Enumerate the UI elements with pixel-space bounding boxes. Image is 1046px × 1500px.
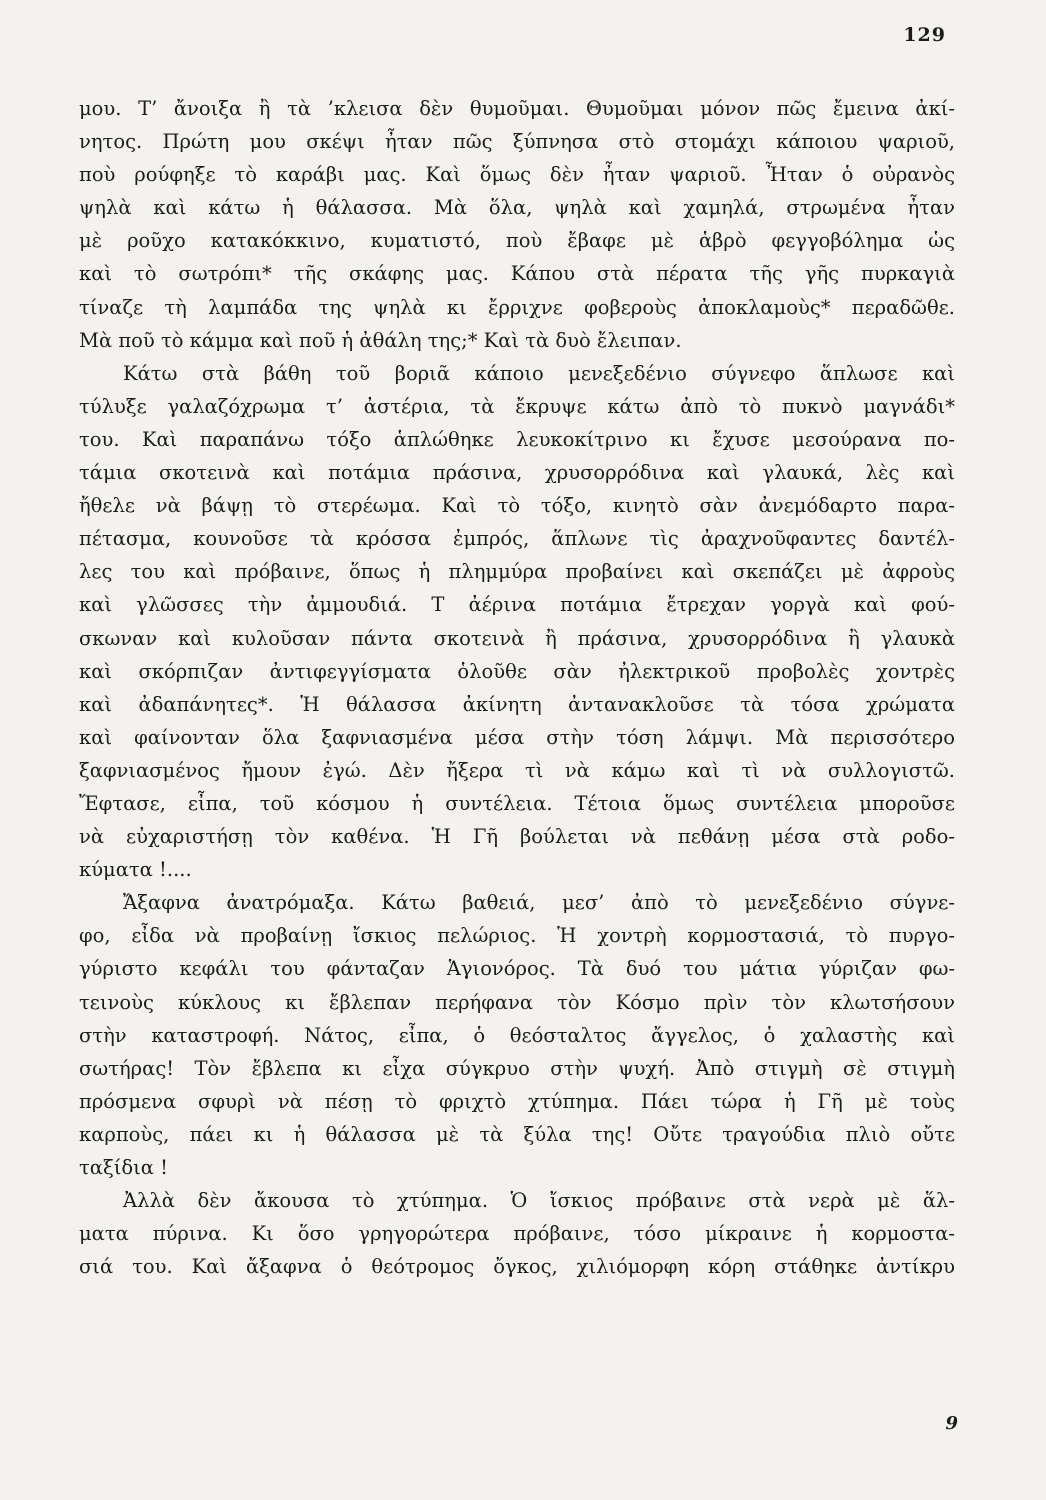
- page-number: 129: [903, 24, 946, 46]
- text-line: νὰ εὐχαριστήσῃ τὸν καθένα. Ἡ Γῆ βούλεται νὰ πεθάνῃ μέσα στὰ ροδο-: [79, 825, 955, 849]
- text-line: Ἄξαφνα ἀνατρόμαξα. Κάτω βαθειά, μεσ’ ἀπὸ τὸ μενεξεδένιο σύγνε-: [123, 891, 955, 915]
- text-line: σκωναν καὶ κυλοῦσαν πάντα σκοτεινὰ ἢ πράσινα, χρυσορρόδινα ἢ γλαυκὰ: [79, 626, 955, 650]
- text-line: ποὺ ρούφηξε τὸ καράβι μας. Καὶ ὅμως δὲν ἦταν ψαριοῦ. Ἦταν ὁ οὐρανὸς: [79, 163, 955, 187]
- text-line: Ἀλλὰ δὲν ἄκουσα τὸ χτύπημα. Ὁ ἴσκιος πρόβαινε στὰ νερὰ μὲ ἅλ-: [123, 1189, 955, 1213]
- signature-mark: 9: [945, 1413, 958, 1434]
- text-line: καὶ σκόρπιζαν ἀντιφεγγίσματα ὁλοῦθε σὰν ἠλεκτρικοῦ προβολὲς χοντρὲς: [79, 659, 955, 683]
- text-line: καὶ τὸ σωτρόπι* τῆς σκάφης μας. Κάπου στὰ πέρατα τῆς γῆς πυρκαγιὰ: [79, 262, 955, 286]
- text-line: πρόσμενα σφυρὶ νὰ πέσῃ τὸ φριχτὸ χτύπημα. Πάει τώρα ἡ Γῆ μὲ τοὺς: [79, 1089, 955, 1113]
- text-line: λες του καὶ πρόβαινε, ὅπως ἡ πλημμύρα προβαίνει καὶ σκεπάζει μὲ ἀφροὺς: [79, 560, 955, 584]
- text-line: μὲ ροῦχο κατακόκκινο, κυματιστό, ποὺ ἔβαφε μὲ ἁβρὸ φεγγοβόλημα ὡς: [79, 229, 955, 253]
- text-line: καὶ γλῶσσες τὴν ἀμμουδιά. Τ ἀέρινα ποτάμια ἔτρεχαν γοργὰ καὶ φού-: [79, 593, 955, 617]
- text-line: καὶ ἀδαπάνητες*. Ἡ θάλασσα ἀκίνητη ἀντανακλοῦσε τὰ τόσα χρώματα: [79, 692, 955, 716]
- text-line: καρποὺς, πάει κι ἡ θάλασσα μὲ τὰ ξύλα της! Οὔτε τραγούδια πλιὸ οὔτε: [79, 1122, 955, 1146]
- text-line: Κάτω στὰ βάθη τοῦ βοριᾶ κάποιο μενεξεδένιο σύγνεφο ἅπλωσε καὶ: [123, 361, 955, 385]
- text-line: τίναζε τὴ λαμπάδα της ψηλὰ κι ἔρριχνε φοβεροὺς ἀποκλαμοὺς* περαδῶθε.: [79, 295, 955, 319]
- text-line: πέτασμα, κουνοῦσε τὰ κρόσσα ἐμπρός, ἅπλωνε τὶς ἀραχνοῦφαντες δαντέλ-: [79, 527, 955, 551]
- text-line: φο, εἶδα νὰ προβαίνῃ ἴσκιος πελώριος. Ἡ χοντρὴ κορμοστασιά, τὸ πυργο-: [79, 924, 955, 948]
- text-line: ἤθελε νὰ βάψῃ τὸ στερέωμα. Καὶ τὸ τόξο, κινητὸ σὰν ἀνεμόδαρτο παρα-: [79, 494, 955, 518]
- text-line: σωτήρας! Τὸν ἔβλεπα κι εἶχα σύγκρυο στὴν ψυχή. Ἀπὸ στιγμὴ σὲ στιγμὴ: [79, 1056, 955, 1080]
- text-line: ματα πύρινα. Κι ὅσο γρηγορώτερα πρόβαινε, τόσο μίκραινε ἡ κορμοστα-: [79, 1222, 955, 1246]
- text-line: τύλυξε γαλαζόχρωμα τ’ ἀστέρια, τὰ ἔκρυψε κάτω ἀπὸ τὸ πυκνὸ μαγνάδι*: [79, 394, 955, 418]
- text-line: σιά του. Καὶ ἄξαφνα ὁ θεότρομος ὄγκος, χιλιόμορφη κόρη στάθηκε ἀντίκρυ: [79, 1255, 955, 1279]
- text-line: νητος. Πρώτη μου σκέψι ἦταν πῶς ξύπνησα στὸ στομάχι κάποιου ψαριοῦ,: [79, 130, 955, 154]
- text-line: Μὰ ποῦ τὸ κάμμα καὶ ποῦ ἡ ἀθάλη της;* Καὶ τὰ δυὸ ἔλειπαν.: [79, 328, 682, 352]
- text-line: του. Καὶ παραπάνω τόξο ἁπλώθηκε λευκοκίτρινο κι ἔχυσε μεσούρανα πο-: [79, 427, 955, 451]
- text-line: τάμια σκοτεινὰ καὶ ποτάμια πράσινα, χρυσορρόδινα καὶ γλαυκά, λὲς καὶ: [79, 461, 955, 485]
- text-line: στὴν καταστροφή. Νάτος, εἶπα, ὁ θεόσταλτος ἄγγελος, ὁ χαλαστὴς καὶ: [79, 1023, 955, 1047]
- text-line: τεινοὺς κύκλους κι ἔβλεπαν περήφανα τὸν Κόσμο πρὶν τὸν κλωτσήσουν: [79, 990, 955, 1014]
- text-line: κύματα !....: [79, 858, 192, 882]
- text-line: μου. Τ’ ἄνοιξα ἢ τὰ ’κλεισα δὲν θυμοῦμαι. Θυμοῦμαι μόνον πῶς ἔμεινα ἀκί-: [79, 97, 955, 120]
- text-line: ψηλὰ καὶ κάτω ἡ θάλασσα. Μὰ ὅλα, ψηλὰ καὶ χαμηλά, στρωμένα ἦταν: [79, 196, 955, 220]
- body-text: [79, 92, 955, 1283]
- text-line: Ἔφτασε, εἶπα, τοῦ κόσμου ἡ συντέλεια. Τέτοια ὅμως συντέλεια μποροῦσε: [79, 791, 955, 815]
- text-line: γύριστο κεφάλι του φάνταζαν Ἁγιονόρος. Τὰ δυό του μάτια γύριζαν φω-: [79, 957, 955, 981]
- text-line: ξαφνιασμένος ἤμουν ἐγώ. Δὲν ἤξερα τὶ νὰ κάμω καὶ τὶ νὰ συλλογιστῶ.: [79, 758, 955, 782]
- text-line: καὶ φαίνονταν ὅλα ξαφνιασμένα μέσα στὴν τόση λάμψι. Μὰ περισσότερο: [79, 725, 955, 749]
- text-line: ταξίδια !: [79, 1156, 168, 1179]
